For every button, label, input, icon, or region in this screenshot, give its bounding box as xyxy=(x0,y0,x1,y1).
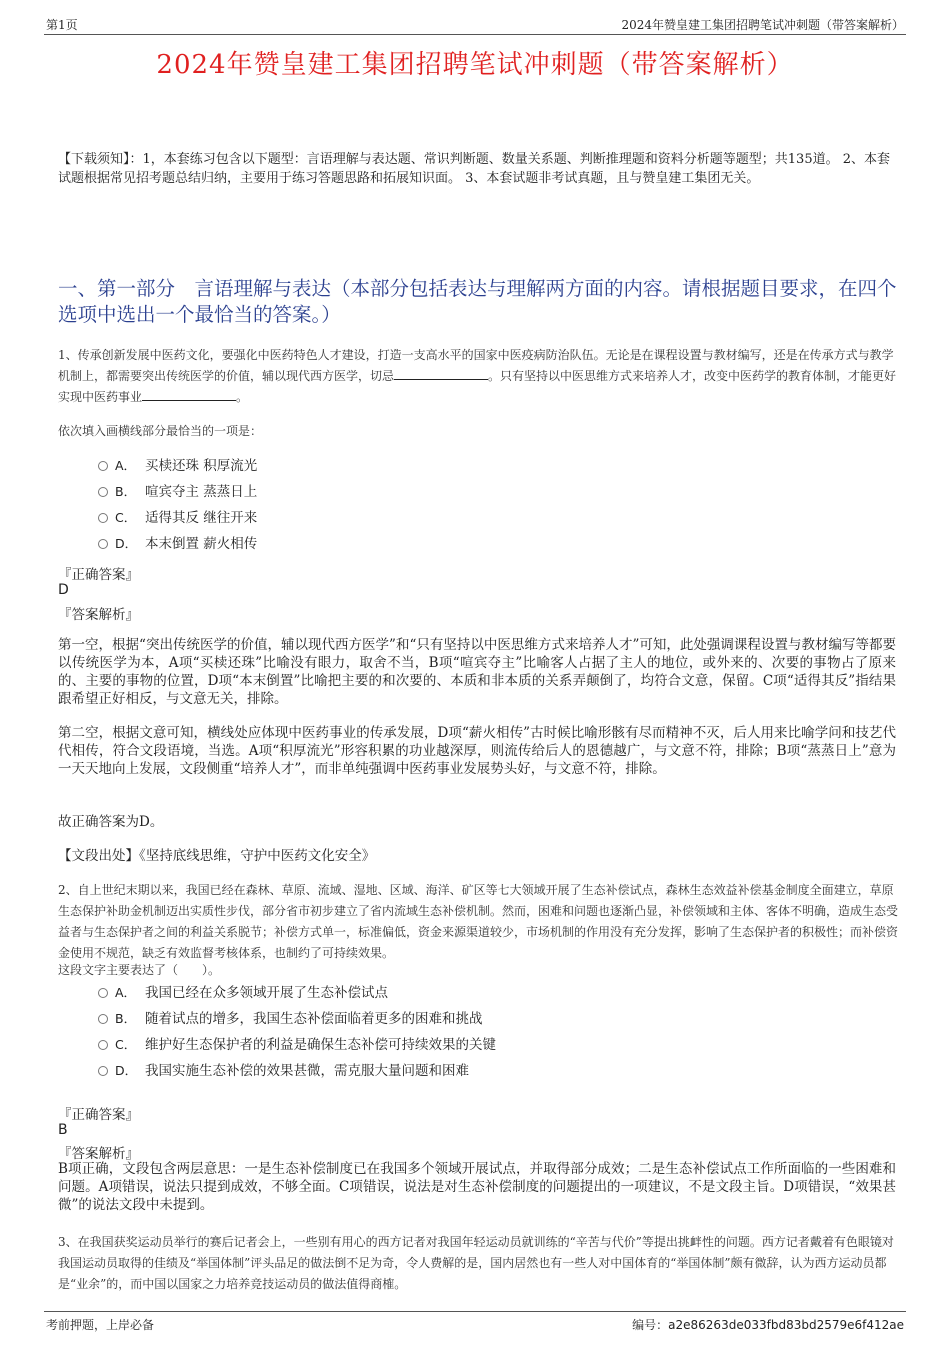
download-notice: 【下载须知】：1，本套练习包含以下题型：言语理解与表达题、常识判断题、数量关系题、判断推理题和资料分析题等题型；共135道。 2、本套试题根据常见招考题总结归纳，主要用于练习答题思路和拓展知识面。 3、本套试题非考试真题，且与赞皇建工集团无关。 xyxy=(58,152,890,186)
radio-icon[interactable] xyxy=(98,513,108,523)
radio-icon[interactable] xyxy=(98,1066,108,1076)
question-1-stem: 1、传承创新发展中医药文化，要强化中医药特色人才建设，打造一支高水平的国家中医疫病防治队伍。无论是在课程设置与教材编写，还是在传承方式与教学机制上，都需要突出传统医学的价值，辅以现代西方医学，切忌 。只有坚持以中医思维方式来培养人才，改变中医药学的教育体制，才能更好实现中医药事业 。 xyxy=(58,348,897,404)
q1-answer: D xyxy=(58,582,69,598)
q2-answer: B xyxy=(58,1122,68,1138)
page-footer xyxy=(44,1311,906,1334)
correct-answer-label: 『正确答案』 xyxy=(58,567,139,583)
answer-blank xyxy=(394,367,488,380)
q1-option-d[interactable]: D． 本末倒置 薪火相传 xyxy=(98,533,257,555)
footer-slogan: 考前押题，上岸必备 xyxy=(46,1318,155,1332)
analysis-label: 『答案解析』 xyxy=(58,607,139,623)
question-1-prompt: 依次填入画横线部分最恰当的一项是： xyxy=(58,424,263,438)
section-heading: 一、第一部分 言语理解与表达（本部分包括表达与理解两方面的内容。请根据题目要求，在四个选项中选出一个最恰当的答案。） xyxy=(58,277,897,326)
radio-icon[interactable] xyxy=(98,461,108,471)
q1-option-c[interactable]: C． 适得其反 继往开来 xyxy=(98,507,257,529)
question-3-stem: 3、在我国获奖运动员举行的赛后记者会上，一些别有用心的西方记者对我国年轻运动员就训练的“辛苦与代价”等提出挑衅性的问题。西方记者戴着有色眼镜对我国运动员取得的佳绩及“举国体制”评头品足的做法倒不足为奇，令人费解的是，国内居然也有一些人对中国体育的“举国体制”颇有微辞，认为西方运动员都是“业余”的，而中国以国家之力培养竞技运动员的做法值得商榷。 xyxy=(58,1235,894,1291)
header-doc-title: 2024年赞皇建工集团招聘笔试冲刺题（带答案解析） xyxy=(621,18,904,32)
q1-analysis-conclusion: 故正确答案为D。 xyxy=(58,814,164,830)
q2-option-c[interactable]: C． 维护好生态保护者的利益是确保生态补偿可持续效果的关键 xyxy=(98,1034,496,1056)
q1-option-b[interactable]: B． 喧宾夺主 蒸蒸日上 xyxy=(98,481,257,503)
question-2-prompt: 这段文字主要表达了（ ）。 xyxy=(58,963,221,977)
radio-icon[interactable] xyxy=(98,487,108,497)
analysis-label: 『答案解析』 xyxy=(58,1146,139,1162)
q2-option-d[interactable]: D． 我国实施生态补偿的效果甚微，需克服大量问题和困难 xyxy=(98,1060,469,1082)
q2-option-a[interactable]: A． 我国已经在众多领域开展了生态补偿试点 xyxy=(98,982,388,1004)
footer-code: 编号：a2e86263de033fbd83bd2579e6f412ae xyxy=(632,1318,904,1332)
page-header xyxy=(44,14,906,35)
question-2-stem: 2、自上世纪末期以来，我国已经在森林、草原、流域、湿地、区域、海洋、矿区等七大领域开展了生态补偿试点，森林生态效益补偿基金制度全面建立，草原生态保护补助金机制迈出实质性步伐，部分省市初步建立了省内流域生态补偿机制。然而，困难和问题也逐渐凸显，补偿领域和主体、客体不明确，造成生态受益者与生态保护者之间的利益关系脱节；补偿方式单一，标准偏低，资金来源渠道较少，市场机制的作用没有充分发挥，影响了生态保护者的积极性；而补偿资金使用不规范，缺乏有效监督考核体系，也制约了可持续效果。 xyxy=(58,883,899,960)
radio-icon[interactable] xyxy=(98,1040,108,1050)
answer-blank xyxy=(142,388,236,401)
page-number: 第1页 xyxy=(46,18,78,32)
q2-option-b[interactable]: B． 随着试点的增多，我国生态补偿面临着更多的困难和挑战 xyxy=(98,1008,483,1030)
q1-option-a[interactable]: A． 买椟还珠 积厚流光 xyxy=(98,455,257,477)
radio-icon[interactable] xyxy=(98,988,108,998)
q2-analysis-paragraph: B项正确，文段包含两层意思：一是生态补偿制度已在我国多个领域开展试点，并取得部分成效；二是生态补偿试点工作所面临的一些困难和问题。A项错误，说法只提到成效，不够全面。C项错误，说法是对生态补偿制度的问题提出的一项建议，不是文段主旨。D项错误，“效果甚微”的说法文段中未提到。 xyxy=(58,1161,896,1213)
page-title: 2024年赞皇建工集团招聘笔试冲刺题（带答案解析） xyxy=(156,50,794,80)
radio-icon[interactable] xyxy=(98,1014,108,1024)
q1-analysis-paragraph: 第二空，根据文意可知，横线处应体现中医药事业的传承发展，D项“薪火相传”古时候比喻形骸有尽而精神不灭，后人用来比喻学问和技艺代代相传，符合文段语境，当选。A项“积厚流光”形容积累的功业越深厚，则流传给后人的恩德越广，与文意不符，排除；B项“蒸蒸日上”意为一天天地向上发展，文段侧重“培养人才”，而非单纯强调中医药事业发展势头好，与文意不符，排除。 xyxy=(58,725,896,777)
q1-analysis-paragraph: 第一空，根据“突出传统医学的价值，辅以现代西方医学”和“只有坚持以中医思维方式来培养人才”可知，此处强调课程设置与教材编写等都要以传统医学为本，A项“买椟还珠”比喻没有眼力，取舍不当，B项“喧宾夺主”比喻客人占据了主人的地位，或外来的、次要的事物占了原来的、主要的事物的位置，D项“本末倒置”比喻把主要的和次要的、本质和非本质的关系弄颠倒了，均符合文意，保留。C项“适得其反”指结果跟希望正好相反，与文意无关，排除。 xyxy=(58,637,896,707)
radio-icon[interactable] xyxy=(98,539,108,549)
q1-source: 【文段出处】《坚持底线思维，守护中医药文化安全》 xyxy=(58,848,376,864)
correct-answer-label: 『正确答案』 xyxy=(58,1107,139,1123)
